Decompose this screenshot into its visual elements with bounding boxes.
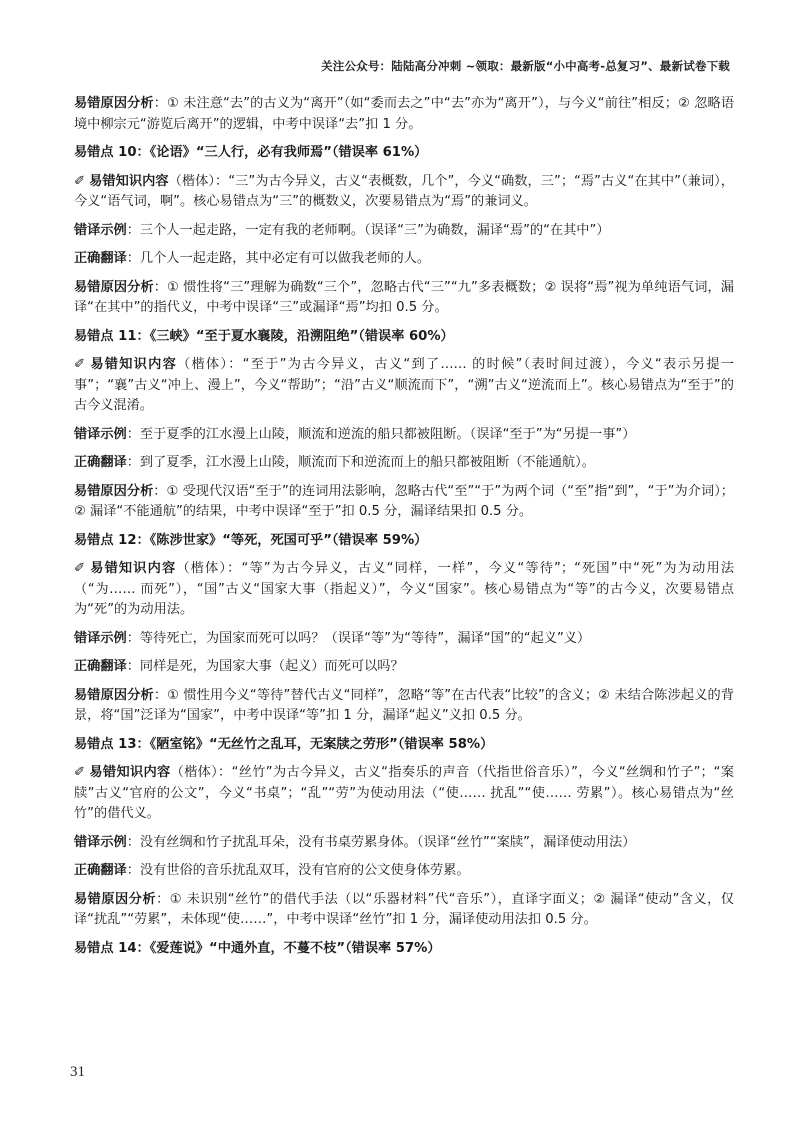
wrong-translation: [74, 629, 734, 650]
correct-translation: [74, 249, 734, 270]
section-title: 易错点 11：《三峡》“至于夏水襄陵，沿溯阻绝”（错误率 60%）: [74, 328, 454, 344]
right-text: ：几个人一起走路，其中必定有可以做我老师的人。: [126, 251, 431, 266]
error-reason: [74, 482, 734, 523]
wrong-text: ：没有丝绸和竹子扰乱耳朵，没有书桌劳累身体。（误译“丝竹”“案牍”，漏译使动用法）: [126, 834, 636, 850]
knowledge-paragraph: [74, 559, 734, 621]
wrong-label: 错译示例: [74, 630, 127, 646]
right-text: ：同样是死，为国家大事（起义）而死可以吗？: [126, 659, 404, 674]
document-body: [74, 94, 734, 967]
knowledge-text: （楷体）：“三”为古今异义，古义“表概数，几个”，今义“确数，三”；“焉”古义“在其中”（兼词），今义“语气词，啊”。核心易错点为“三”的概数义，次要易错点为“焉”的兼词义。: [74, 173, 734, 209]
right-text: ：没有世俗的音乐扰乱双耳，没有官府的公文使身体劳累。: [126, 863, 470, 878]
correct-translation: [74, 861, 734, 882]
intro-reason: [74, 94, 734, 135]
knowledge-paragraph: [74, 355, 734, 417]
right-label: 正确翻译: [74, 455, 127, 470]
correct-translation: [74, 453, 734, 474]
page-header: 关注公众号：陆陆高分冲刺 ~领取：最新版“小中高考-总复习”、最新试卷下载: [321, 59, 730, 73]
right-label: 正确翻译: [74, 863, 127, 878]
wrong-translation: [74, 425, 734, 446]
knowledge-paragraph: [74, 763, 734, 825]
knowledge-label: 易错知识内容: [89, 357, 178, 372]
knowledge-text: （楷体）：“至于”为古今异义，古义“到了…… 的时候”（表时间过渡），今义“表示另提一事”；“襄”古义“冲上、漫上”，今义“帮助”；“沿”古义“顺流而下”，“溯”古义“逆流而上”。核心易错点为“至于”的古今义混淆。: [74, 357, 734, 413]
wrong-text: ：至于夏季的江水漫上山陵，顺流和逆流的船只都被阻断。（误译“至于”为“另提一事”）: [126, 426, 636, 442]
wrong-label: 错译示例: [74, 222, 127, 238]
pencil-icon: ✐: [74, 357, 86, 372]
wrong-text: ：等待死亡，为国家而死可以吗？（误译“等”为“等待”，漏译“国”的“起义”义）: [126, 630, 591, 646]
knowledge-label: 易错知识内容: [89, 765, 171, 780]
wrong-translation: [74, 833, 734, 854]
reason-text: ：① 受现代汉语“至于”的连词用法影响，忽略古代“至”“于”为两个词（“至”指“到”，“于”为介词）；② 漏译“不能通航”的结果，中考中误译“至于”扣 0.5 分，漏译结果扣 0.5 分。: [74, 483, 734, 519]
wrong-label: 错译示例: [74, 834, 127, 850]
reason-label: 易错原因分析: [74, 96, 154, 111]
reason-text: ：① 未识别“丝竹”的借代手法（以“乐器材料”代“音乐”），直译字面义；② 漏译“使动”含义，仅译“扰乱”“劳累”，未体现“使……”，中考中误译“丝竹”扣 1 分，漏译使动用法扣 0.5 分。: [74, 891, 734, 927]
section-title: 易错点 10：《论语》“三人行，必有我师焉”（错误率 61%）: [74, 145, 428, 160]
pencil-icon: ✐: [74, 173, 86, 189]
wrong-text: ：三个人一起走路，一定有我的老师啊。（误译“三”为确数，漏译“焉”的“在其中”）: [126, 222, 610, 238]
reason-label: 易错原因分析: [74, 687, 154, 703]
right-label: 正确翻译: [74, 659, 127, 674]
reason-label: 易错原因分析: [74, 891, 157, 907]
reason-text: ：① 惯性用今义“等待”替代古义“同样”，忽略“等”在古代表“比较”的含义；② 未结合陈涉起义的背景，将“国”泛译为“国家”，中考中误译“等”扣 1 分，漏译“起义”义扣 0.5 分。: [74, 687, 735, 723]
wrong-label: 错译示例: [74, 426, 127, 442]
knowledge-text: （楷体）：“丝竹”为古今异义，古义“指奏乐的声音（代指世俗音乐）”，今义“丝绸和竹子”；“案牍”古义“官府的公文”，今义“书桌”；“乱”“劳”为使动用法（“使…… 扰乱”“使…… 劳累”）。核心易错点为“丝竹”的借代义。: [74, 765, 735, 821]
wrong-translation: [74, 221, 734, 242]
knowledge-label: 易错知识内容: [89, 561, 177, 576]
error-reason: [74, 278, 734, 319]
right-text: ：到了夏季，江水漫上山陵，顺流而下和逆流而上的船只都被阻断（不能通航）。: [126, 455, 595, 470]
section-title: 易错点 13：《陋室铭》“无丝竹之乱耳，无案牍之劳形”（错误率 58%）: [74, 736, 494, 752]
section-title: 易错点 14：《爱莲说》“中通外直，不蔓不枝”（错误率 57%）: [74, 940, 441, 956]
reason-label: 易错原因分析: [74, 483, 154, 499]
reason-text: ：① 未注意“去”的古义为“离开”（如“委而去之”中“去”亦为“离开”），与今义“前往”相反；② 忽略语境中柳宗元“游览后离开”的逻辑，中考中误译“去”扣 1 分。: [74, 96, 735, 132]
pencil-icon: ✐: [74, 765, 86, 780]
reason-text: ：① 惯性将“三”理解为确数“三个”，忽略古代“三”“九”多表概数；② 误将“焉”视为单纯语气词，漏译“在其中”的指代义，中考中误译“三”或漏译“焉”均扣 0.5 分。: [74, 279, 734, 315]
section-title: 易错点 12：《陈涉世家》“等死，死国可乎”（错误率 59%）: [74, 532, 428, 548]
pencil-icon: ✐: [74, 561, 86, 576]
error-reason: [74, 686, 734, 727]
right-label: 正确翻译: [74, 251, 127, 266]
knowledge-text: （楷体）：“等”为古今异义，古义“同样，一样”，今义“等待”；“死国”中“死”为为动用法（“为…… 而死”），“国”古义“国家大事（指起义）”，今义“国家”。核心易错点为“等”的古今义，次要易错点为“死”的为动用法。: [74, 561, 735, 617]
error-reason: [74, 890, 734, 931]
page-number: 31: [70, 1064, 85, 1080]
knowledge-label: 易错知识内容: [89, 173, 169, 189]
reason-label: 易错原因分析: [74, 279, 154, 295]
knowledge-paragraph: [74, 172, 734, 213]
correct-translation: [74, 657, 734, 678]
